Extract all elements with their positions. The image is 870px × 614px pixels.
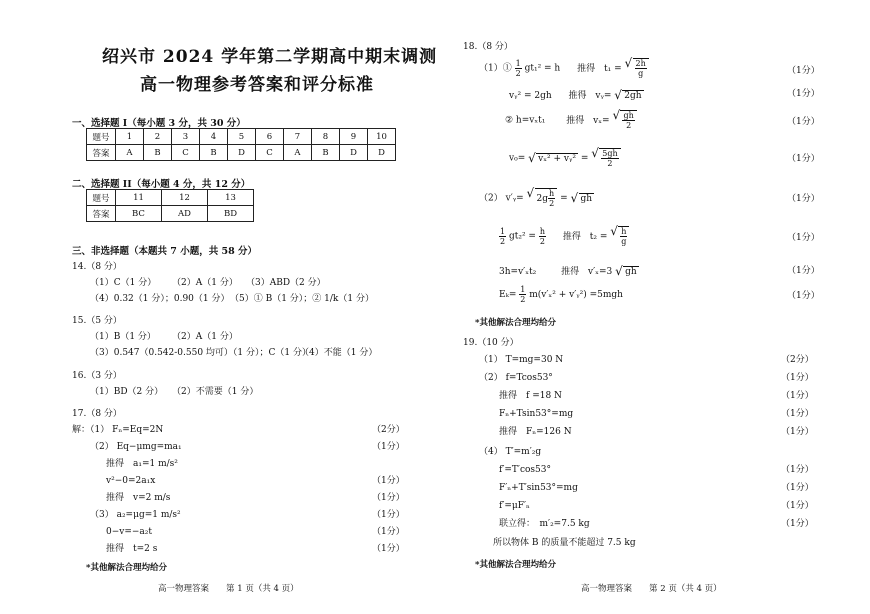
q19-score: （1分）: [781, 373, 814, 383]
q18-note: *其他解法合理均给分: [475, 318, 556, 328]
q19-score: （1分）: [781, 465, 814, 475]
q14-line: （1）C（1 分）: [90, 278, 157, 288]
q17-score: （1分）: [372, 544, 405, 554]
fraction: $\frac{1}{2}$: [515, 58, 521, 78]
q14-heading: 14.（8 分）: [72, 262, 122, 272]
q15-line: （2）A（1 分）: [172, 332, 238, 342]
q15-line: （3）0.547（0.542-0.550 均可）（1 分）；C（1 分）: [90, 348, 311, 358]
q17-step: v²−0=2a₁x: [106, 476, 156, 486]
q17-score: （1分）: [372, 527, 405, 537]
page-footer: 高一物理答案 第 1 页（共 4 页）: [158, 584, 299, 594]
sqrt-symbol: √ 2gh: [622, 90, 643, 101]
sqrt-symbol: √ gh: [579, 193, 595, 204]
q17-step: （2） Eq−μmg=ma₁: [90, 442, 182, 452]
q19-step: f′=T′cos53°: [499, 465, 551, 475]
section-1-heading: 一、选择题 I（每小题 3 分，共 30 分）: [72, 118, 246, 129]
q19-score: （1分）: [781, 483, 814, 493]
q15-line: （1）B（1 分）: [90, 332, 156, 342]
q19-step: 推得 Fₙ=126 N: [499, 427, 572, 437]
q16-heading: 16.（3 分）: [72, 371, 122, 381]
sqrt-symbol: √ $\frac{5gh}{2}$: [599, 148, 620, 168]
answer-page-2: [435, 0, 870, 614]
q18-score: （1分）: [787, 117, 820, 127]
q18-step-5: （2） v′ᵧ= √ 2g $\frac{h}{2}$ = √ gh: [479, 188, 594, 208]
q18-step-2: vᵧ² = 2gh 推得 vᵧ= √ 2gh: [509, 88, 644, 101]
q18-score: （1分）: [787, 266, 820, 276]
q19-note: *其他解法合理均给分: [475, 560, 556, 570]
q14-line: （4）0.32（1 分）；0.90（1 分）: [90, 294, 230, 304]
section-2-heading: 二、选择题 II（每小题 4 分，共 12 分）: [72, 179, 251, 190]
q17-score: （2分）: [372, 425, 405, 435]
q16-line: （2）不需要（1 分）: [172, 387, 259, 397]
sqrt-symbol: √ $\frac{2h}{g}$: [633, 58, 649, 78]
q17-step: 推得 a₁=1 m/s²: [106, 459, 178, 469]
q17-note: *其他解法合理均给分: [86, 563, 167, 573]
q19-step: f′=μF′ₙ: [499, 501, 530, 511]
q17-step: 解：（1） Fₙ=Eq=2N: [72, 425, 164, 435]
q19-score: （1分）: [781, 391, 814, 401]
q19-step: 联立得： m′₂=7.5 kg: [499, 519, 590, 529]
q17-score: （1分）: [372, 510, 405, 520]
q18-score: （1分）: [787, 66, 820, 76]
q18-score: （1分）: [787, 154, 820, 164]
sqrt-symbol: √ $\frac{gh}{2}$: [620, 110, 636, 130]
table-row: 题号 1 2 3 4 5 6 7 8 9 10: [87, 129, 396, 145]
q18-score: （1分）: [787, 194, 820, 204]
table-row: 题号 11 12 13: [87, 190, 254, 206]
q15-line: （4）不能（1 分）: [300, 348, 378, 358]
q17-heading: 17.（8 分）: [72, 409, 122, 419]
q17-score: （1分）: [372, 476, 405, 486]
q17-step: 0−v=−a₂t: [106, 527, 153, 537]
q19-step: F′ₙ+T′sin53°=mg: [499, 483, 578, 493]
sqrt-symbol: √ gh: [623, 266, 639, 277]
sqrt-symbol: √ vₓ² + vᵧ²: [536, 153, 578, 164]
mc1-answer-table: [86, 128, 396, 161]
q17-score: （1分）: [372, 493, 405, 503]
q18-score: （1分）: [787, 233, 820, 243]
q19-score: （1分）: [781, 409, 814, 419]
answer-key-title: 高一物理参考答案和评分标准: [140, 75, 374, 95]
sqrt-symbol: √ $\frac{h}{g}$: [618, 226, 629, 246]
table-row: 答案 A B C B D C A B D D: [87, 145, 396, 161]
q18-score: （1分）: [787, 291, 820, 301]
q18-score: （1分）: [787, 89, 820, 99]
q18-step-3: ② h=vₓt₁ 推得 vₓ= √ $\frac{gh}{2}$: [505, 110, 637, 130]
q18-step-8: Eₖ= $\frac{1}{2}$ m(v′ₓ² + v′ᵧ²) =5mgh: [499, 285, 623, 304]
q19-step: 推得 f =18 N: [499, 391, 562, 401]
section-3-heading: 三、非选择题（本题共 7 小题，共 58 分）: [72, 246, 258, 257]
q14-line: （3）ABD（2 分）: [246, 278, 326, 288]
q17-step: （3） a₂=μg=1 m/s²: [90, 510, 181, 520]
q18-step-1: （1）① $\frac{1}{2}$ gt₁² = h 推得 t₁ = √ $\frac{2h}{g}$: [479, 58, 649, 78]
q18-step-4: v₀= √ vₓ² + vᵧ² = √ $\frac{5gh}{2}$: [509, 148, 621, 168]
q19-step: Fₙ+Tsin53°=mg: [499, 409, 574, 419]
q17-step: 推得 t=2 s: [106, 544, 158, 554]
exam-title: 绍兴市 2024 学年第二学期高中期末调测: [102, 47, 438, 67]
q19-heading: 19.（10 分）: [463, 338, 519, 348]
mc2-answer-table: [86, 189, 254, 222]
q14-line: （2）A（1 分）: [172, 278, 238, 288]
sqrt-symbol: √ 2g $\frac{h}{2}$: [535, 188, 558, 208]
q19-score: （1分）: [781, 501, 814, 511]
table-cell: 题号: [87, 129, 116, 145]
q15-heading: 15.（5 分）: [72, 316, 122, 326]
q19-step: 所以物体 B 的质量不能超过 7.5 kg: [493, 538, 636, 548]
q19-step: （2） f=Tcos53°: [479, 373, 553, 383]
q18-step-7: 3h=v′ₓt₂ 推得 v′ₓ=3 √ gh: [499, 264, 639, 277]
q14-line: （5）① B（1 分）；② 1/k（1 分）: [230, 294, 374, 304]
q17-score: （1分）: [372, 442, 405, 452]
q18-step-6: $\frac{1}{2}$ gt₂² = $\frac{h}{2}$ 推得 t₂ = √ $\frac{h}{g}$: [499, 226, 629, 246]
q17-step: 推得 v=2 m/s: [106, 493, 171, 503]
q19-score: （1分）: [781, 427, 814, 437]
page-footer: 高一物理答案 第 2 页（共 4 页）: [581, 584, 722, 594]
q19-score: （1分）: [781, 519, 814, 529]
q19-step: （1） T=mg=30 N: [479, 355, 564, 365]
q16-line: （1）BD（2 分）: [90, 387, 164, 397]
q19-score: （2分）: [781, 355, 814, 365]
q19-step: （4） T′=m′₂g: [479, 447, 542, 457]
table-row: 答案 BC AD BD: [87, 206, 254, 222]
q18-heading: 18.（8 分）: [463, 42, 513, 52]
